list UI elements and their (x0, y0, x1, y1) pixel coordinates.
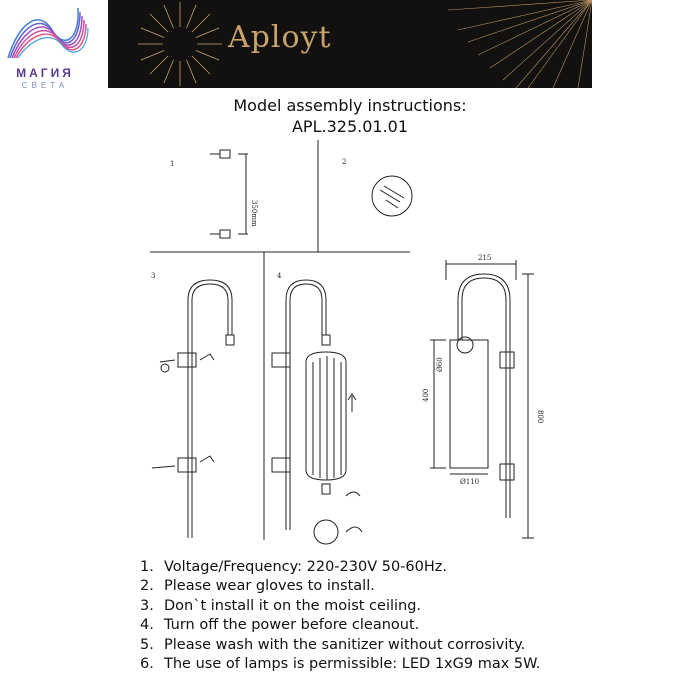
dimension-drawing (430, 260, 534, 538)
dim-diameter-top: Ø60 (436, 357, 444, 372)
list-item: 2. Please wear gloves to install. (140, 578, 375, 595)
step-label-3: 3 (151, 272, 156, 280)
step4-drawing (272, 280, 362, 544)
logo-text-line1: МАГИЯ (16, 66, 74, 80)
list-item: 3. Don`t install it on the moist ceiling. (140, 597, 422, 614)
logo-text-line2: СВЕТА (21, 81, 69, 90)
dim-shade-height: 400 (422, 388, 430, 402)
sunburst-graphic (108, 0, 592, 88)
dim-mount: 350mm (250, 200, 258, 227)
instructions-list (140, 558, 540, 674)
logo-waves-icon (0, 0, 100, 70)
model-number: APL.325.01.01 (291, 117, 409, 136)
brand-banner (108, 0, 592, 88)
step3-drawing (152, 280, 234, 538)
page-title: Model assembly instructions: (233, 96, 467, 115)
brand-logo (0, 0, 100, 98)
step2-drawing (372, 176, 412, 216)
brand-name: Aployt (228, 20, 332, 55)
list-item: 5. Please wash with the sanitizer without corrosivity. (140, 636, 526, 653)
step1-drawing (210, 150, 248, 238)
list-item: 1. Voltage/Frequency: 220-230V 50-60Hz. (140, 559, 447, 575)
step-label-4: 4 (277, 272, 282, 280)
dim-diameter-bottom: Ø110 (460, 478, 480, 486)
assembly-diagram (0, 140, 700, 550)
list-item: 4. Turn off the power before cleanout. (140, 617, 420, 634)
dim-width: 215 (478, 254, 492, 262)
list-item: 6. The use of lamps is permissible: LED 1xG9 max 5W. (140, 656, 541, 673)
step-label-1: 1 (170, 160, 175, 168)
step-label-2: 2 (342, 158, 347, 166)
dim-height: 800 (536, 410, 544, 424)
